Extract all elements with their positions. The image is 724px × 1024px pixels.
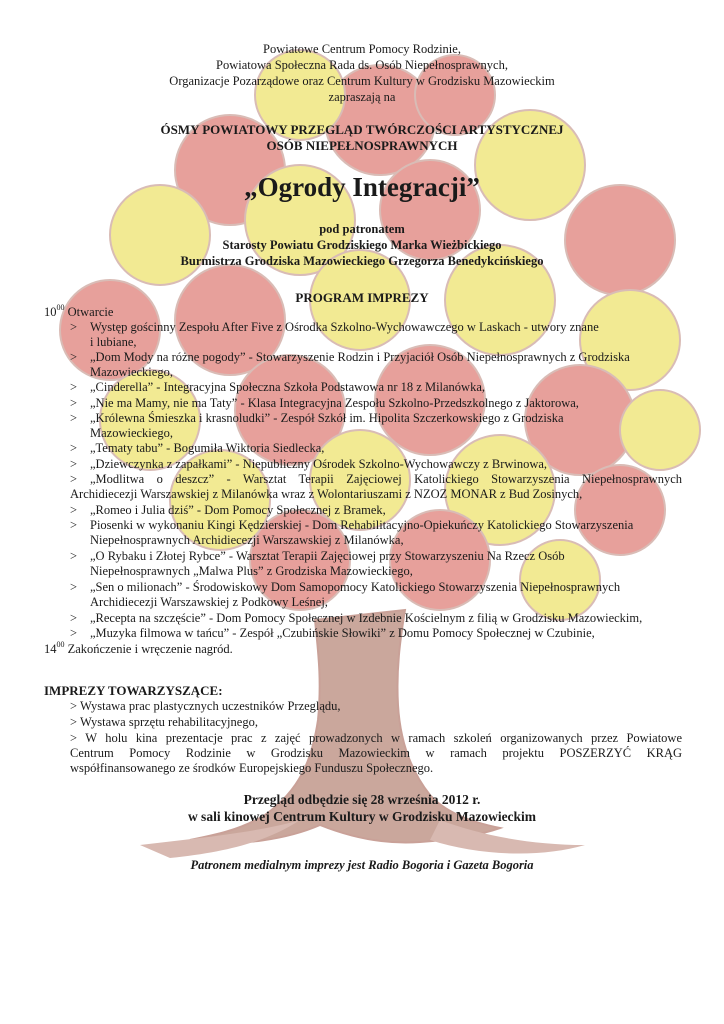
closing-minutes: 00 [56, 639, 65, 649]
program-item-line: Występ gościnny Zespołu After Five z Ośrodka Szkolno-Wychowawczego w Laskach - utwory znane [90, 320, 599, 334]
event-name: „Ogrody Integracji” [244, 172, 480, 202]
program-heading: PROGRAM IMPREZY [295, 290, 429, 305]
bullet-arrow: > [70, 380, 78, 394]
organizer-line-2: Powiatowa Społeczna Rada ds. Osób Niepełnosprawnych, [216, 58, 508, 72]
program-item-line: „Romeo i Julia dziś” - Dom Pomocy Społecznej z Bramek, [90, 503, 386, 517]
program-item-line: Niepełnosprawnych „Malwa Plus” z Grodziska Mazowieckiego, [90, 564, 413, 578]
program-item-line: „Cinderella” - Integracyjna Społeczna Szkoła Podstawowa nr 18 z Milanówka, [90, 380, 486, 394]
event-date: Przegląd odbędzie się 28 września 2012 r. [243, 792, 481, 807]
closing-hour: 14 [44, 642, 57, 656]
event-title-line-1: ÓSMY POWIATOWY PRZEGLĄD TWÓRCZOŚCI ARTYSTYCZNEJ [160, 122, 564, 137]
side-events-heading: IMPREZY TOWARZYSZĄCE: [44, 683, 223, 698]
closing-label: Zakończenie i wręczenie nagród. [67, 642, 233, 656]
event-venue: w sali kinowej Centrum Kultury w Grodzisku Mazowieckim [187, 809, 537, 824]
program-item-line: „Dziewczynka z zapałkami” - Niepubliczny Ośrodek Szkolno-Wychowawczy z Brwinowa, [90, 457, 548, 471]
opening-time-row [44, 302, 114, 320]
opening-label: Otwarcie [67, 305, 114, 319]
program-item-line: „Muzyka filmowa w tańcu” - Zespół „Czubińskie Słowiki” z Domu Pomocy Społecznej w Czubinie, [90, 626, 595, 640]
side-event-item: > Wystawa prac plastycznych uczestników Przeglądu, [70, 699, 341, 713]
opening-minutes: 00 [56, 302, 65, 312]
bullet-arrow: > [70, 518, 78, 532]
media-patron: Patronem medialnym imprezy jest Radio Bogoria i Gazeta Bogoria [190, 858, 534, 872]
side-event-item: > Wystawa sprzętu rehabilitacyjnego, [70, 715, 258, 729]
bullet-arrow: > [70, 580, 78, 594]
bullet-arrow: > [70, 457, 78, 471]
side-event-item-continued: Centrum Pomocy Rodzinie w Grodzisku Mazowieckim w ramach projektu POSZERZYĆ KRĄG [70, 746, 682, 760]
side-event-item-continued: współfinansowanego ze środków Europejskiego Funduszu Społecznego. [70, 761, 434, 775]
invitation-line: zapraszają na [328, 90, 396, 104]
program-item-line: „O Rybaku i Złotej Rybce” - Warsztat Terapii Zajęciowej przy Stowarzyszeniu Na Rzecz Osób [90, 549, 565, 563]
program-item-line: Mazowieckiego, [90, 426, 173, 440]
event-title-line-2: OSÓB NIEPEŁNOSPRAWNYCH [266, 138, 458, 153]
program-item-line: Piosenki w wykonaniu Kingi Kędzierskiej - Dom Rehabilitacyjno-Opiekuńczy Katolickiego Stowarzyszenia [90, 518, 634, 532]
program-item-line: Mazowieckiego, [90, 365, 173, 379]
closing-time-row [44, 639, 233, 657]
program-item-line: Niepełnosprawnych Archidiecezji Warszawskiej z Milanówka, [90, 533, 404, 547]
program-item-line: „Tematy tabu” - Bogumiła Wiktoria Siedlecka, [90, 441, 325, 455]
program-item-line: „Nie ma Mamy, nie ma Taty” - Klasa Integracyjna Zespołu Szkolno-Przedszkolnego z Jaktorowa, [90, 396, 579, 410]
side-event-item: > W holu kina prezentacje prac z zajęć prowadzonych w ramach szkoleń organizowanych przez Powiatowe [70, 731, 682, 745]
patron-starost: Starosty Powiatu Grodziskiego Marka Wieżbickiego [222, 238, 502, 252]
bullet-arrow: > [70, 626, 78, 640]
bullet-arrow: > [70, 503, 78, 517]
patron-mayor: Burmistrza Grodziska Mazowieckiego Grzegorza Benedykcińskiego [180, 254, 544, 268]
organizer-line-1: Powiatowe Centrum Pomocy Rodzinie, [263, 42, 461, 56]
bullet-arrow: > [70, 350, 78, 364]
bullet-arrow: > [70, 441, 78, 455]
organizer-line-3: Organizacje Pozarządowe oraz Centrum Kultury w Grodzisku Mazowieckim [169, 74, 555, 88]
bullet-arrow: > [70, 472, 78, 486]
bullet-arrow: > [70, 549, 78, 563]
program-item-line: „Królewna Śmieszka i krasnoludki” - Zespół Szkół im. Hipolita Szczerkowskiego z Grodziska [90, 411, 564, 425]
program-item-line: „Modlitwa o deszcz” - Warsztat Terapii Zajęciowej Katolickiego Stowarzyszenia Niepełnosprawnych [90, 472, 682, 486]
bullet-arrow: > [70, 411, 78, 425]
patronage-intro: pod patronatem [319, 222, 405, 236]
bullet-arrow: > [70, 320, 78, 334]
program-item-line: „Sen o milionach” - Środowiskowy Dom Samopomocy Katolickiego Stowarzyszenia Niepełnosprawnych [90, 580, 621, 594]
bullet-arrow: > [70, 396, 78, 410]
program-item-line: i lubiane, [90, 335, 137, 349]
bullet-arrow: > [70, 611, 78, 625]
program-item-line: Archidiecezji Warszawskiej z Podkowy Leśnej, [90, 595, 328, 609]
program-item-line: „Recepta na szczęście” - Dom Pomocy Społecznej w Izdebnie Kościelnym z filią w Grodzisku Mazowieckim, [90, 611, 643, 625]
program-item-line: Archidiecezji Warszawskiej z Milanówka wraz z Wolontariuszami z NZOZ MONAR z Bud Zosinych, [70, 487, 583, 501]
opening-hour: 10 [44, 305, 57, 319]
program-item-line: „Dom Mody na różne pogody” - Stowarzyszenie Rodzin i Przyjaciół Osób Niepełnosprawnych z Grodziska [90, 350, 630, 364]
